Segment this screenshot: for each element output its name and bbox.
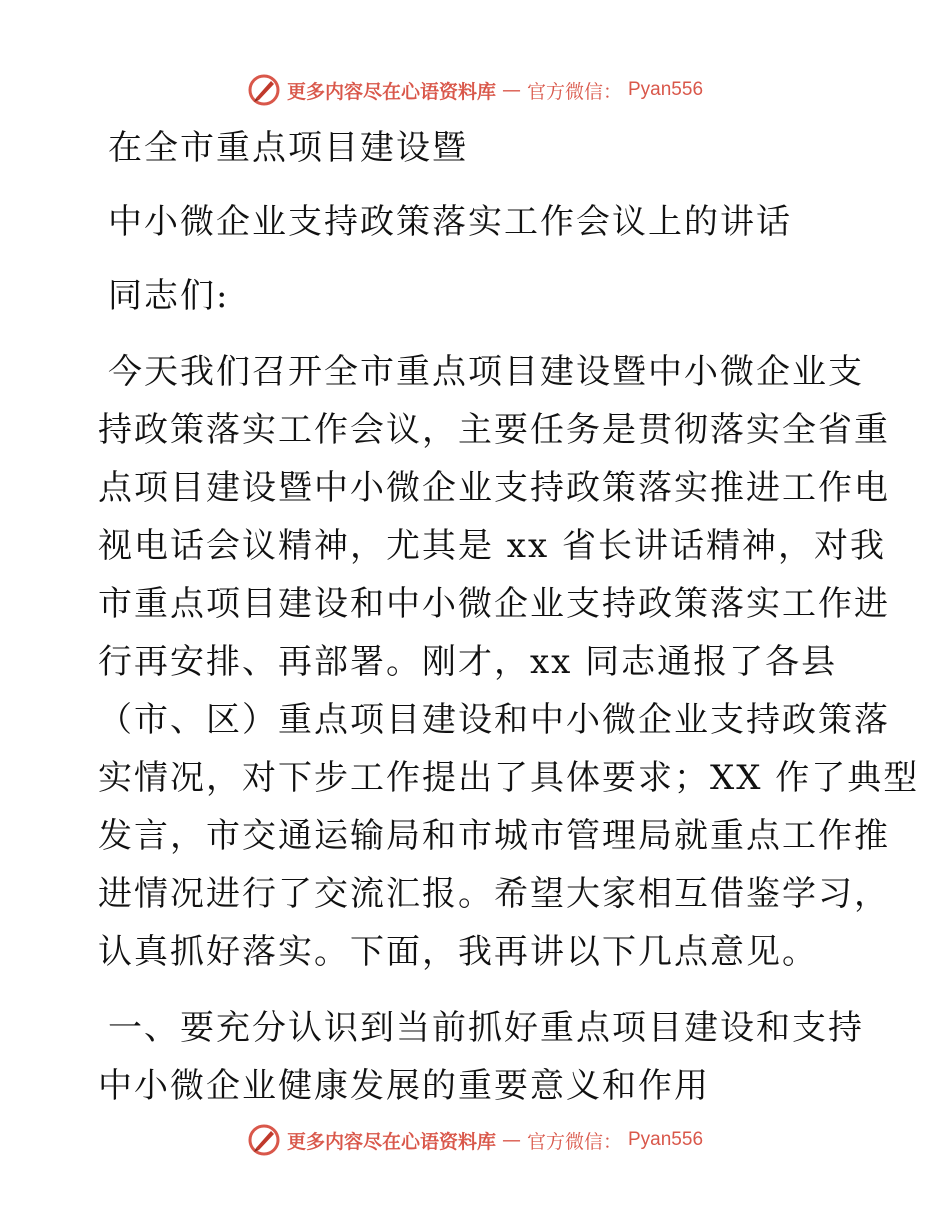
watermark-official: 官方微信：: [526, 80, 622, 103]
watermark-header: [0, 70, 950, 110]
salutation: 同志们:: [108, 276, 230, 316]
paragraph-line: 实情况，对下步工作提出了具体要求；XX 作了典型: [98, 758, 920, 798]
paragraph-line: 进情况进行了交流汇报。希望大家相互借鉴学习，: [98, 874, 890, 914]
section-heading-line: 一、要充分认识到当前抓好重点项目建设和支持: [108, 1008, 864, 1048]
paragraph-line: 行再安排、再部署。刚才，xx 同志通报了各县: [98, 642, 838, 682]
section-heading-line: 中小微企业健康发展的重要意义和作用: [98, 1066, 710, 1106]
watermark-wechat-id: Pyan556: [628, 1129, 704, 1150]
paragraph-line: 市重点项目建设和中小微企业支持政策落实工作进: [98, 584, 890, 624]
document-title-line-2: 中小微企业支持政策落实工作会议上的讲话: [108, 202, 792, 242]
quill-pen-logo-icon: [247, 73, 281, 107]
watermark-dash: —: [501, 79, 521, 101]
paragraph-line: 发言，市交通运输局和市城市管理局就重点工作推: [98, 816, 890, 856]
paragraph-line: （市、区）重点项目建设和中小微企业支持政策落: [98, 700, 890, 740]
watermark-text: 更多内容尽在心语资料库: [286, 1130, 496, 1153]
watermark-wechat-id: Pyan556: [628, 79, 704, 100]
quill-pen-logo-icon: [247, 1123, 281, 1157]
watermark-footer: [0, 1120, 950, 1160]
watermark-dash: —: [501, 1129, 521, 1151]
paragraph-line: 今天我们召开全市重点项目建设暨中小微企业支: [108, 352, 864, 392]
watermark-text: 更多内容尽在心语资料库: [286, 80, 496, 103]
document-title-line-1: 在全市重点项目建设暨: [108, 128, 468, 168]
paragraph-line: 认真抓好落实。下面，我再讲以下几点意见。: [98, 932, 818, 972]
watermark-official: 官方微信：: [526, 1130, 622, 1153]
paragraph-line: 持政策落实工作会议，主要任务是贯彻落实全省重: [98, 410, 890, 450]
paragraph-line: 点项目建设暨中小微企业支持政策落实推进工作电: [98, 468, 890, 508]
paragraph-line: 视电话会议精神，尤其是 xx 省长讲话精神，对我: [98, 526, 886, 566]
